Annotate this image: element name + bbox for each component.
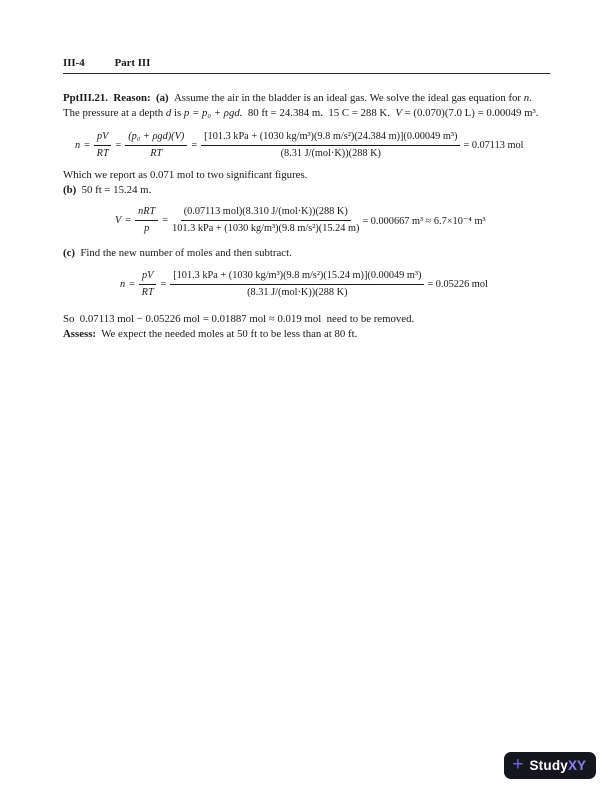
line-subtraction-result <box>63 312 550 327</box>
eq1-fraction-symbolic <box>94 131 111 160</box>
equals-sign: = <box>125 215 132 226</box>
fraction-numerator: [101.3 kPa + (1030 kg/m³)(9.8 m/s²)(15.24 m)](0.00049 m³) <box>170 270 424 285</box>
page-content <box>0 0 612 342</box>
eq1-lhs-variable: n <box>75 140 81 151</box>
fraction-numerator: pV <box>139 270 156 285</box>
eq1-result: = 0.07113 mol <box>463 140 524 151</box>
equals-sign: = <box>162 215 169 226</box>
eq1-fraction-numeric <box>201 131 460 160</box>
subtraction-text: So 0.07113 mol − 0.05226 mol = 0.01887 mol ≈ 0.019 mol need to be removed. <box>63 313 415 325</box>
part-a-text: . The pressure at a depth <box>63 92 535 119</box>
equation-moles-at-50ft <box>120 270 550 299</box>
problem-id: PptIII.21. <box>63 92 114 104</box>
eq3-result: = 0.05226 mol <box>427 279 488 290</box>
fraction-numerator: (0.07113 mol)(8.310 J/(mol·K))(288 K) <box>181 206 351 221</box>
eq1-fraction-expanded <box>125 131 187 160</box>
eq3-lhs-variable: n <box>120 279 126 290</box>
fraction-denominator: RT <box>96 147 109 159</box>
part-a-text: = (0.070)(7.0 L) = 0.00049 m³. <box>401 107 539 119</box>
equals-sign: = <box>191 140 198 151</box>
part-a-text: Assume the air in the bladder is an ideal gas. We solve the ideal gas equation for <box>174 92 524 104</box>
eq2-fraction-symbolic <box>135 206 158 235</box>
part-a-text: is <box>171 107 184 119</box>
variable-d: d <box>165 107 172 119</box>
line-report <box>63 168 550 183</box>
equals-sign: = <box>115 140 122 151</box>
report-text: Which we report as 0.071 mol to two significant figures. <box>63 169 308 181</box>
part-a-text: 80 ft = 24.384 m. 15 C = 288 K. <box>242 107 396 119</box>
plus-icon: + <box>512 754 524 775</box>
assess-label: Assess: <box>63 328 96 340</box>
fraction-numerator: pV <box>94 131 111 146</box>
studyxy-logo-badge <box>504 752 596 779</box>
fraction-denominator: (8.31 J/(mol·K))(288 K) <box>247 286 348 298</box>
part-a-label: (a) <box>156 92 174 104</box>
part-c-text: Find the new number of moles and then subtract. <box>74 247 292 259</box>
fraction-denominator: p <box>144 222 150 234</box>
pressure-formula: p = p₀ + ρgd. <box>183 107 243 119</box>
fraction-numerator: nRT <box>135 206 158 221</box>
reason-label: Reason: <box>113 92 156 104</box>
line-part-c <box>63 246 550 261</box>
equals-sign: = <box>84 140 90 151</box>
variable-V: V <box>395 107 402 119</box>
equation-volume-at-50ft <box>115 206 550 235</box>
fraction-denominator: RT <box>150 147 163 159</box>
fraction-denominator: 101.3 kPa + (1030 kg/m³)(9.8 m/s²)(15.24 m) <box>172 222 360 234</box>
eq3-fraction-numeric <box>170 270 424 299</box>
page-number: III-4 <box>63 57 85 69</box>
part-b-text: 50 ft = 15.24 m. <box>76 184 152 196</box>
part-b-label: (b) <box>63 184 77 196</box>
fraction-denominator: RT <box>141 286 154 298</box>
paragraph-part-a <box>63 91 550 121</box>
page-header <box>63 57 550 74</box>
logo-text-xy: XY <box>567 758 586 773</box>
line-assess <box>63 327 550 342</box>
assess-text: We expect the needed moles at 50 ft to be less than at 80 ft. <box>96 328 358 340</box>
variable-n: n <box>523 92 530 104</box>
equals-sign: = <box>129 279 135 290</box>
part-title: Part III <box>114 57 151 69</box>
line-part-b <box>63 183 550 198</box>
fraction-numerator: [101.3 kPa + (1030 kg/m³)(9.8 m/s²)(24.384 m)](0.00049 m³) <box>201 131 460 146</box>
equation-moles-at-80ft <box>75 131 550 160</box>
eq2-lhs-variable: V <box>115 215 122 226</box>
part-c-label: (c) <box>63 247 75 259</box>
fraction-numerator: (p₀ + ρgd)(V) <box>125 131 187 146</box>
eq3-fraction-symbolic <box>139 270 156 299</box>
equals-sign: = <box>160 279 167 290</box>
logo-text-study: Study <box>529 758 568 773</box>
eq2-fraction-numeric <box>172 206 359 235</box>
eq2-result: = 0.000667 m³ ≈ 6.7×10⁻⁴ m³ <box>362 215 486 227</box>
fraction-denominator: (8.31 J/(mol·K))(288 K) <box>280 147 381 159</box>
